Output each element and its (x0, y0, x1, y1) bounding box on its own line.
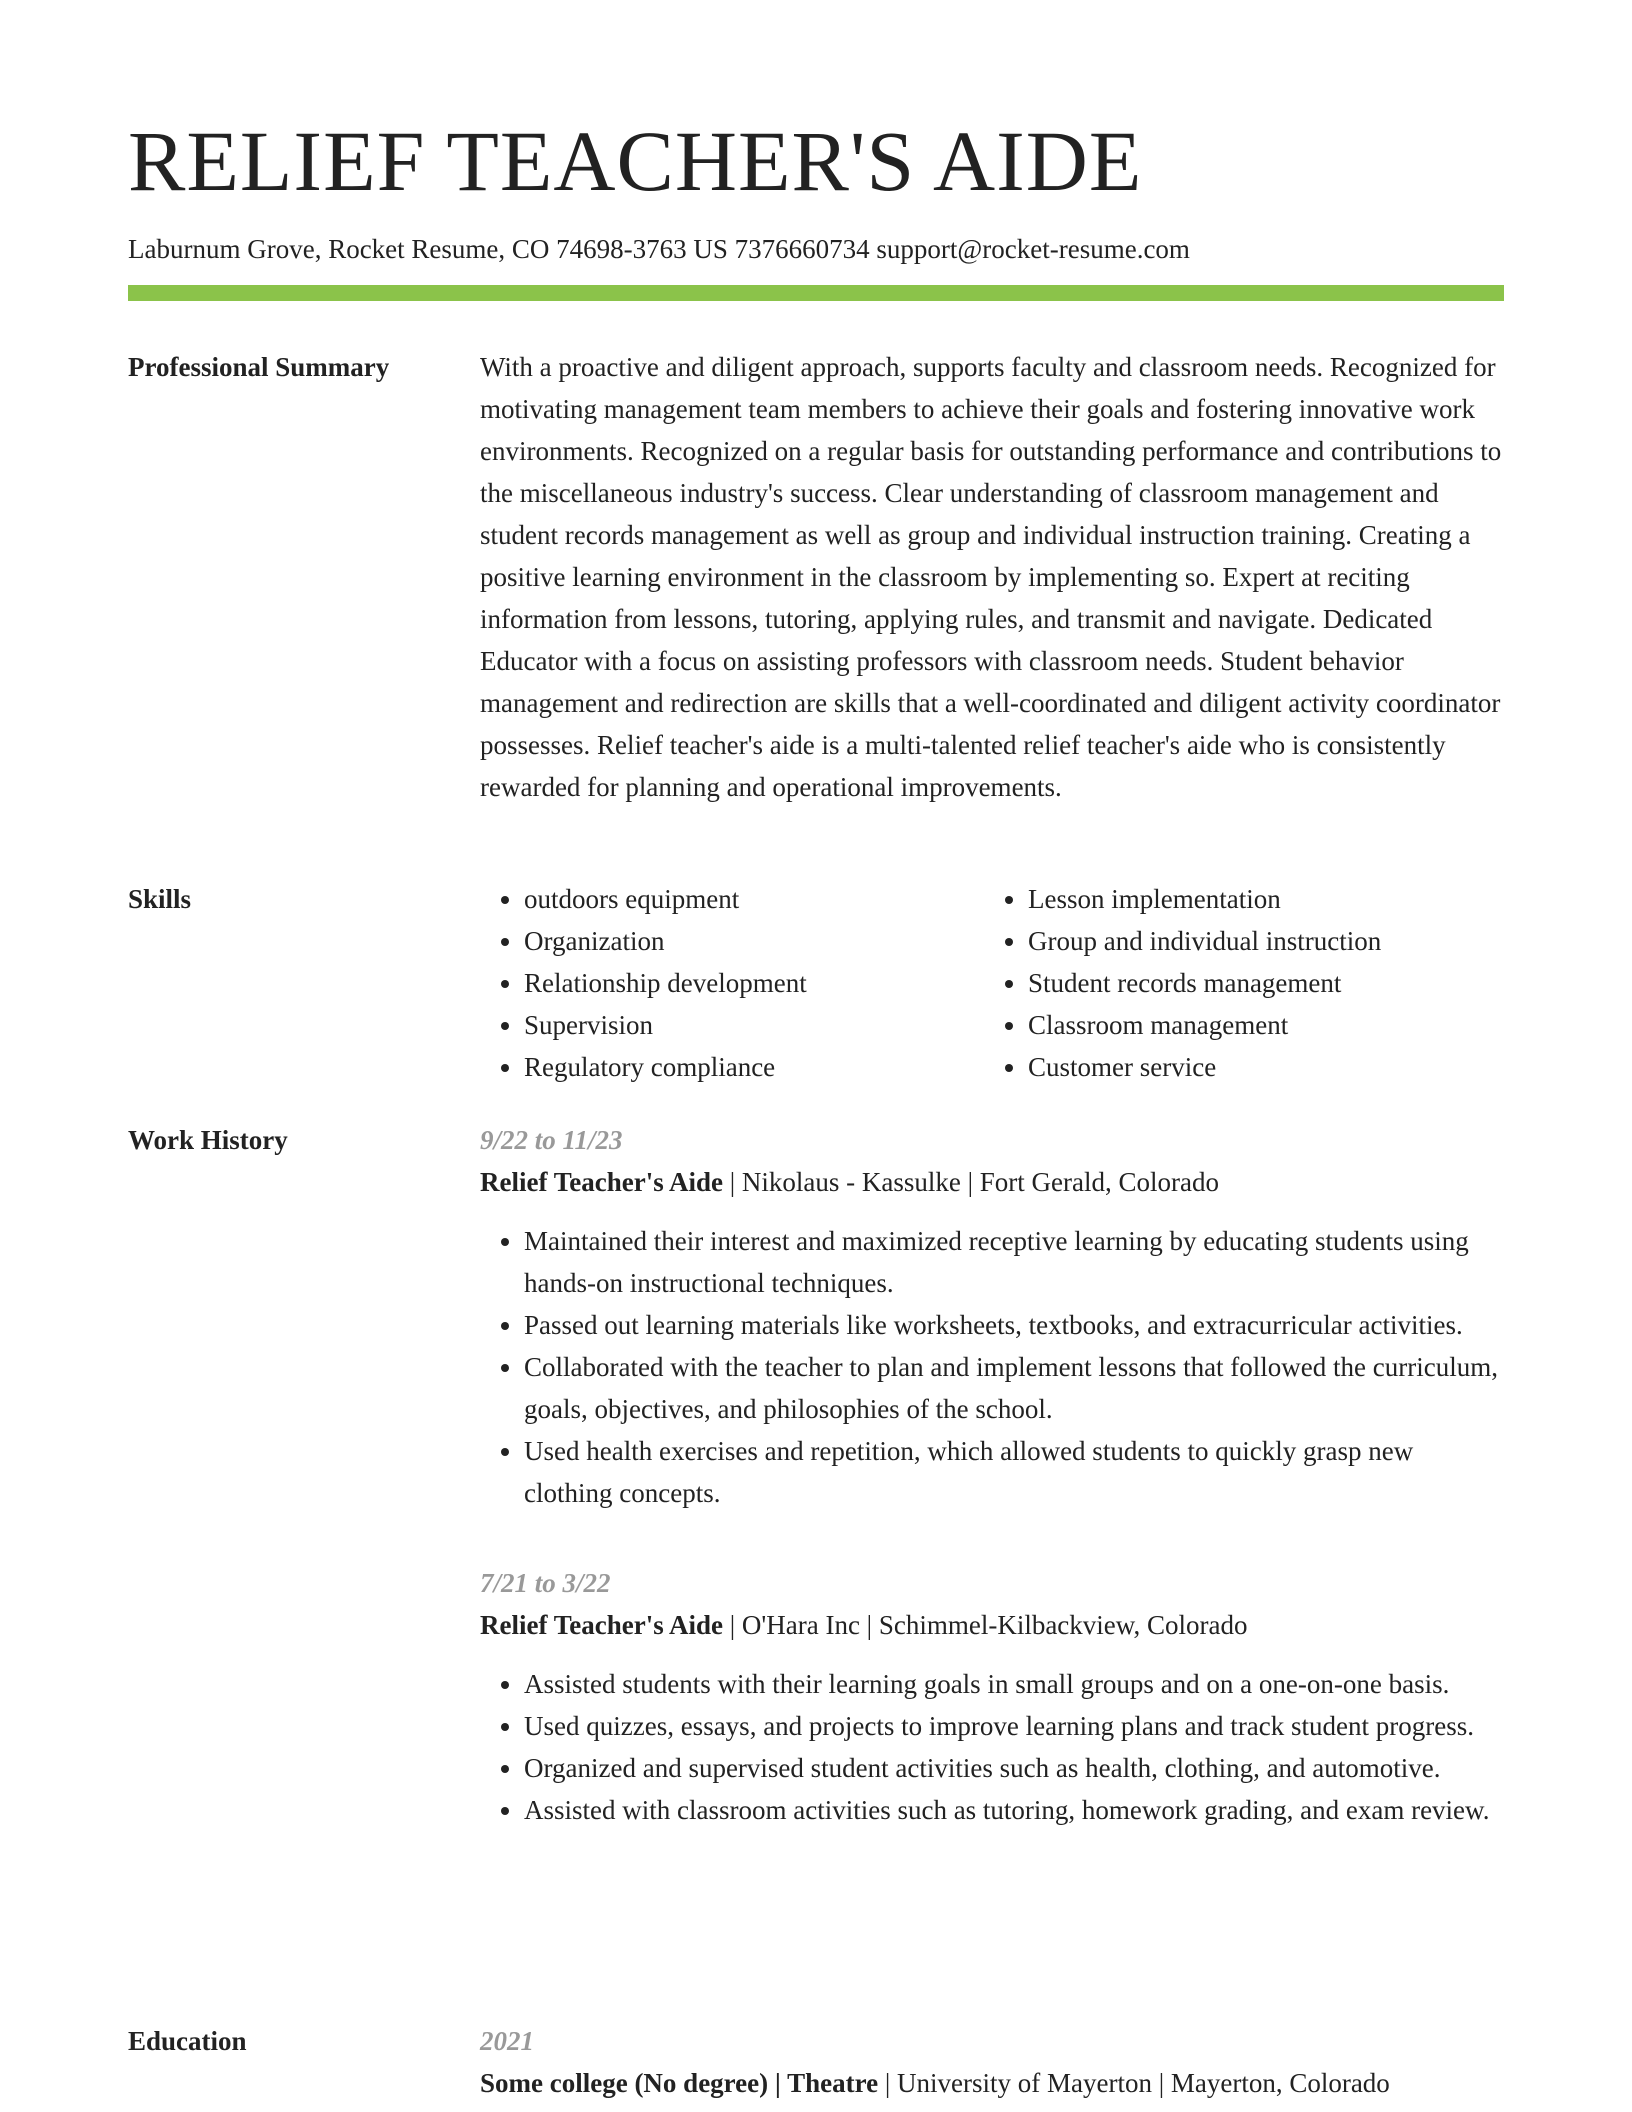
job-entry (480, 1562, 1504, 1831)
skill-item: • Student records management (1028, 962, 1498, 1004)
job-header (480, 1604, 1504, 1646)
job-bullet: • Assisted students with their learning goals in small groups and on a one-on-one basis. (524, 1663, 1504, 1705)
job-details: | O'Hara Inc | Schimmel-Kilbackview, Colorado (722, 1610, 1248, 1640)
job-bullet: • Organized and supervised student activities such as health, clothing, and automotive. (524, 1747, 1504, 1789)
summary-heading: Professional Summary (128, 352, 390, 382)
job-bullets (480, 1663, 1504, 1831)
skill-item: • outdoors equipment (524, 878, 984, 920)
job-bullets (480, 1220, 1504, 1514)
job-details: | Nikolaus - Kassulke | Fort Gerald, Colorado (722, 1167, 1219, 1197)
education-header (480, 2062, 1504, 2104)
job-date: 9/22 to 11/23 (480, 1125, 623, 1155)
job-bullet: • Collaborated with the teacher to plan and implement lessons that followed the curriculum, goals, objectives, and philosophies of the school. (524, 1346, 1504, 1430)
education-body (480, 2020, 1504, 2104)
skill-item: • Relationship development (524, 962, 984, 1004)
education-details: | University of Mayerton | Mayerton, Colorado (878, 2068, 1390, 2098)
skills-heading: Skills (128, 884, 192, 914)
education-degree: Some college (No degree) | Theatre (480, 2068, 879, 2098)
candidate-name: RELIEF TEACHER'S AIDE (128, 113, 1143, 209)
work-history-heading: Work History (128, 1125, 288, 1155)
contact-line: Laburnum Grove, Rocket Resume, CO 74698-3763 US 7376660734 support@rocket-resume.com (128, 234, 1190, 264)
skill-item: • Classroom management (1028, 1004, 1498, 1046)
education-heading: Education (128, 2026, 247, 2056)
skills-list-right (984, 878, 1498, 1088)
skills-columns (480, 878, 1504, 1088)
job-bullet: • Passed out learning materials like worksheets, textbooks, and extracurricular activities. (524, 1304, 1504, 1346)
skills-body (480, 878, 1504, 1088)
work-history-body (480, 1119, 1504, 1831)
summary-body (480, 346, 1504, 808)
education-date: 2021 (480, 2026, 534, 2056)
skill-item: • Lesson implementation (1028, 878, 1498, 920)
job-entry (480, 1119, 1504, 1514)
job-bullet: • Used quizzes, essays, and projects to improve learning plans and track student progress. (524, 1705, 1504, 1747)
skill-item: • Organization (524, 920, 984, 962)
skill-item: • Customer service (1028, 1046, 1498, 1088)
header-divider (128, 285, 1504, 301)
job-bullet: • Assisted with classroom activities such as tutoring, homework grading, and exam review. (524, 1789, 1504, 1831)
skill-item: • Regulatory compliance (524, 1046, 984, 1088)
summary-text: With a proactive and diligent approach, supports faculty and classroom needs. Recognized for motivating management team members to achieve their goals and fostering innovative work environments. Recognized on a regular basis for outstanding performance and contributions to the miscellaneous industry's success. Clear understanding of classroom management and student records management as well as group and individual instruction training. Creating a positive learning environment in the classroom by implementing so. Expert at reciting information from lessons, tutoring, applying rules, and transmit and navigate. Dedicated Educator with a focus on assisting professors with classroom needs. Student behavior management and redirection are skills that a well-coordinated and diligent activity coordinator possesses. Relief teacher's aide is a multi-talented relief teacher's aide who is consistently rewarded for planning and operational improvements. (480, 352, 1502, 802)
skill-item: • Supervision (524, 1004, 984, 1046)
skills-list-left (480, 878, 984, 1088)
job-header (480, 1161, 1504, 1203)
job-date: 7/21 to 3/22 (480, 1568, 611, 1598)
job-title: Relief Teacher's Aide (480, 1167, 723, 1197)
job-bullet: • Used health exercises and repetition, which allowed students to quickly grasp new clothing concepts. (524, 1430, 1504, 1514)
job-bullet: • Maintained their interest and maximized receptive learning by educating students using hands-on instructional techniques. (524, 1220, 1504, 1304)
job-title: Relief Teacher's Aide (480, 1610, 723, 1640)
skill-item: • Group and individual instruction (1028, 920, 1498, 962)
